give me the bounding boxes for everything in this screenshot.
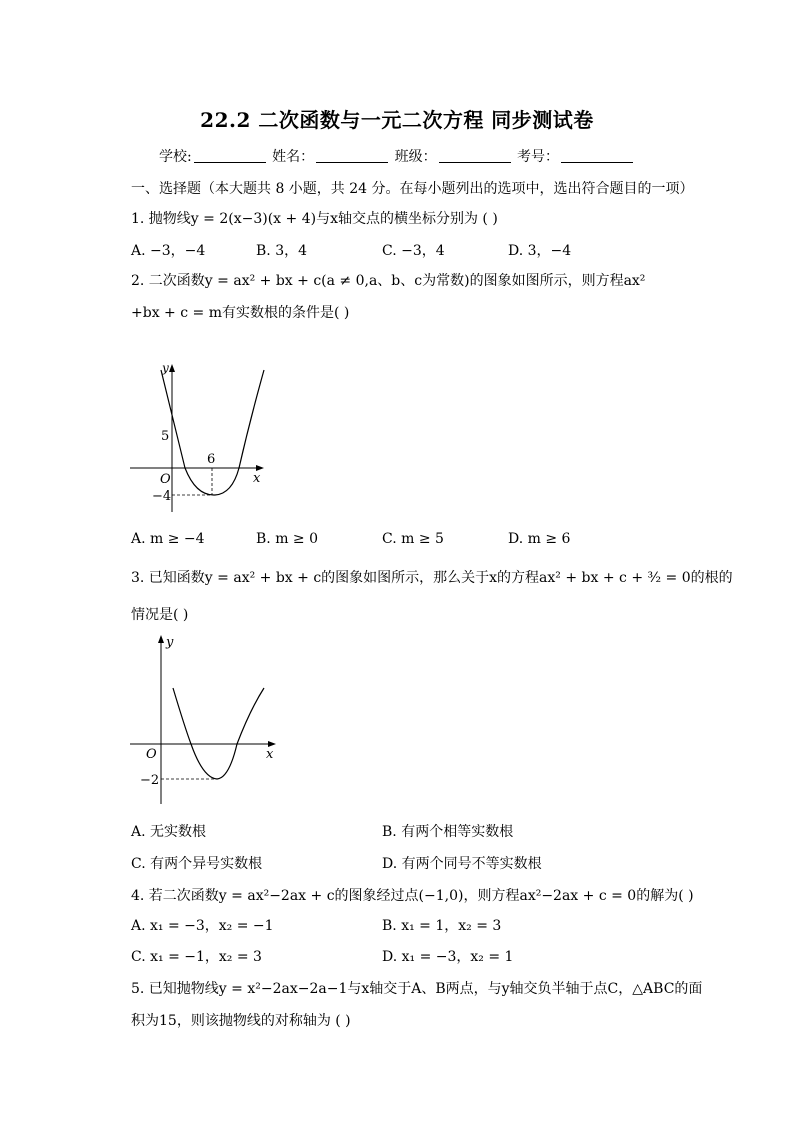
- class-label: 班级：: [394, 149, 437, 165]
- number-blank[interactable]: [561, 148, 633, 163]
- question-2-stem-line1: 2. 二次函数y = ax² + bx + c(a ≠ 0,a、b、c为常数)的图象如图所示，则方程ax²: [131, 273, 646, 289]
- q3-tick-neg2: −2: [140, 773, 160, 788]
- q1-option-d: D. 3，−4: [508, 243, 572, 259]
- q4-option-a: A. x₁ = −3，x₂ = −1: [131, 918, 274, 934]
- q2-option-b: B. m ≥ 0: [256, 531, 319, 547]
- q3-option-a: A. 无实数根: [131, 824, 207, 840]
- class-blank[interactable]: [439, 148, 511, 163]
- q2-origin-label: O: [160, 472, 171, 487]
- question-3-stem-line2: 情况是( ): [131, 607, 189, 623]
- q2-tick-neg4: −4: [152, 489, 172, 504]
- section-heading: 一、选择题（本大题共 8 小题，共 24 分。在每小题列出的选项中，选出符合题目的一项）: [131, 181, 694, 197]
- q1-option-a: A. −3，−4: [131, 243, 206, 259]
- question-2-stem-line2: +bx + c = m有实数根的条件是( ): [131, 305, 350, 321]
- number-label: 考号：: [517, 149, 560, 165]
- q3-parabola-graph: [126, 632, 282, 808]
- page-title: 22.2 二次函数与一元二次方程 同步测试卷: [200, 108, 594, 132]
- q2-option-d: D. m ≥ 6: [508, 531, 571, 547]
- q2-parabola-graph: [126, 362, 272, 518]
- question-3-stem-line1: 3. 已知函数y = ax² + bx + c的图象如图所示，那么关于x的方程ax² + bx + c + ³⁄₂ = 0的根的: [131, 570, 733, 586]
- q4-option-b: B. x₁ = 1，x₂ = 3: [382, 918, 502, 934]
- q1-option-c: C. −3，4: [382, 243, 445, 259]
- q2-x-label: x: [253, 471, 261, 486]
- q3-option-d: D. 有两个同号不等实数根: [382, 856, 542, 872]
- question-1-stem: 1. 抛物线y = 2(x−3)(x + 4)与x轴交点的横坐标分别为 ( ): [131, 211, 498, 227]
- q4-option-c: C. x₁ = −1，x₂ = 3: [131, 949, 262, 965]
- school-label: 学校:: [158, 149, 192, 165]
- q3-origin-label: O: [146, 747, 157, 762]
- q3-y-label: y: [166, 635, 174, 650]
- q2-tick-5: 5: [161, 429, 170, 444]
- q2-option-a: A. m ≥ −4: [131, 531, 205, 547]
- q3-x-label: x: [266, 747, 274, 762]
- student-info-row: [0, 146, 794, 166]
- q2-option-c: C. m ≥ 5: [382, 531, 444, 547]
- q2-tick-6: 6: [207, 452, 216, 467]
- name-blank[interactable]: [316, 148, 388, 163]
- question-5-stem-line1: 5. 已知抛物线y = x²−2ax−2a−1与x轴交于A、B两点，与y轴交负半轴于点C，△ABC的面: [131, 981, 703, 997]
- question-5-stem-line2: 积为15，则该抛物线的对称轴为 ( ): [131, 1013, 351, 1029]
- question-4-stem: 4. 若二次函数y = ax²−2ax + c的图象经过点(−1,0)，则方程ax²−2ax + c = 0的解为( ): [131, 888, 694, 904]
- name-label: 姓名：: [272, 149, 315, 165]
- q1-option-b: B. 3，4: [256, 243, 308, 259]
- q3-option-b: B. 有两个相等实数根: [382, 824, 514, 840]
- q3-option-c: C. 有两个异号实数根: [131, 856, 263, 872]
- school-blank[interactable]: [194, 148, 266, 163]
- q4-option-d: D. x₁ = −3，x₂ = 1: [382, 949, 514, 965]
- q2-y-label: y: [162, 362, 169, 375]
